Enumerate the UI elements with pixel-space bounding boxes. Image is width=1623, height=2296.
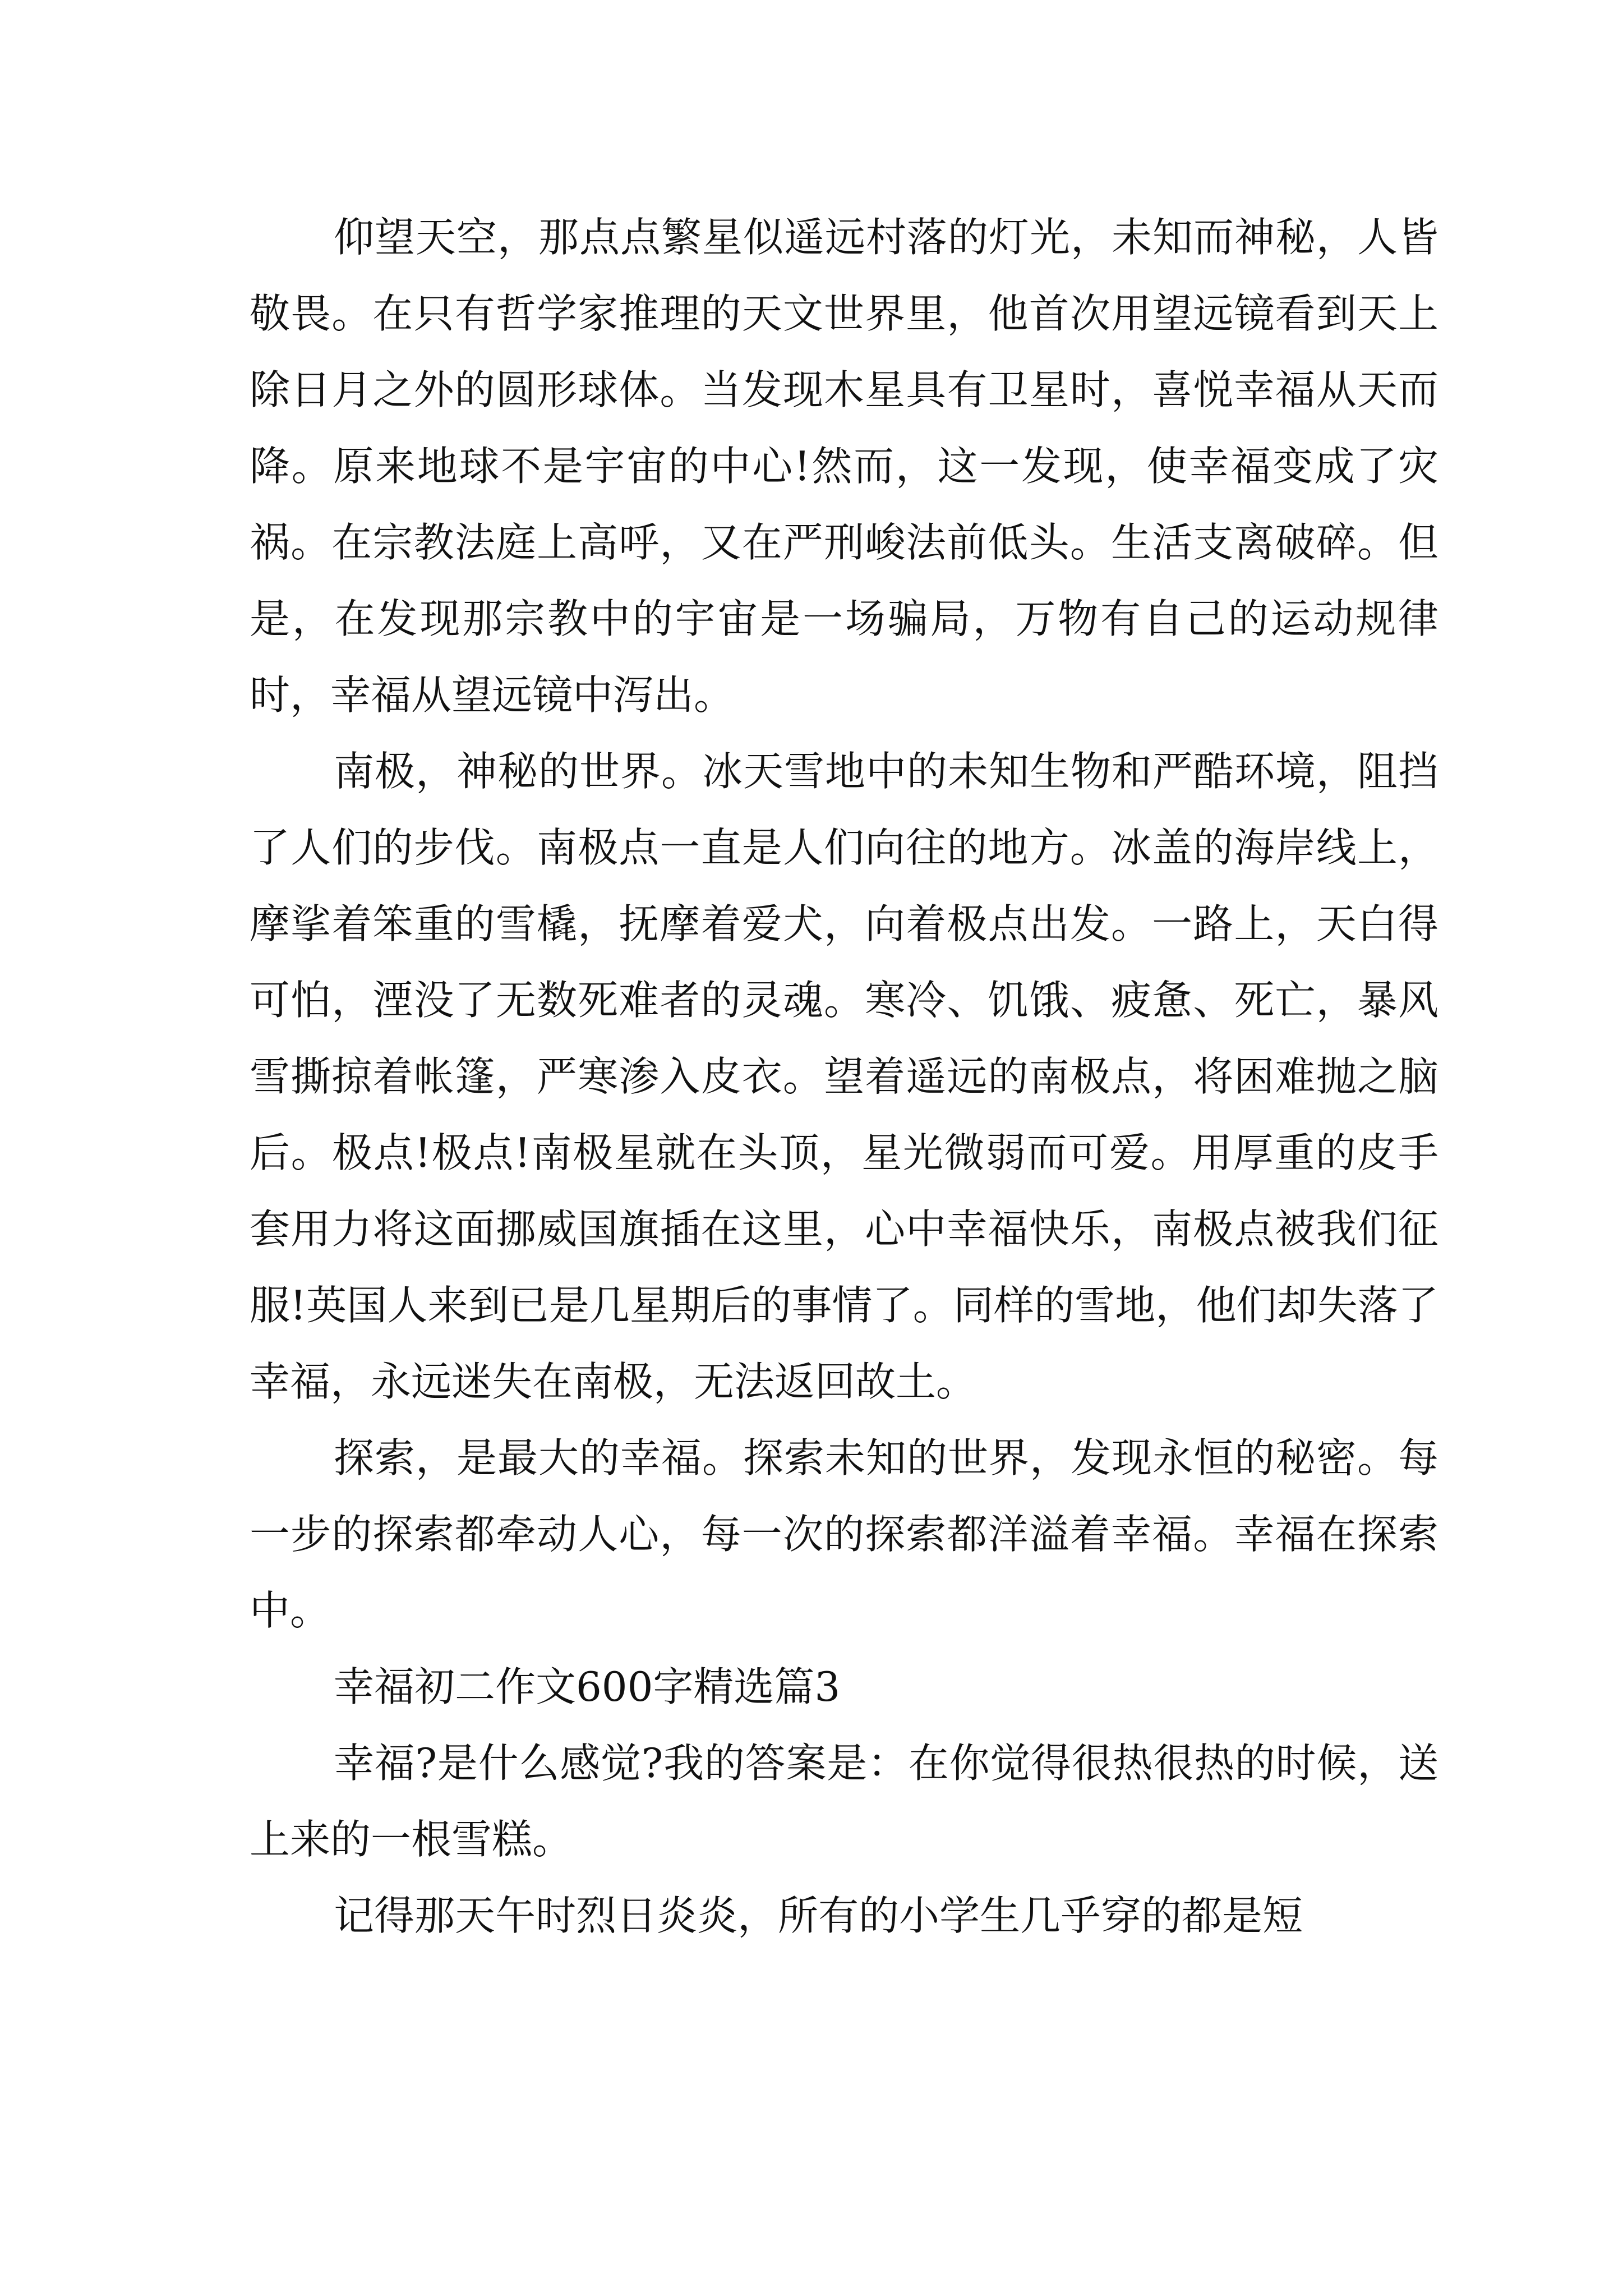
paragraph-galileo: 仰望天空，那点点繁星似遥远村落的灯光，未知而神秘，人皆敬畏。在只有哲学家推理的天文世界里，他首次用望远镜看到天上除日月之外的圆形球体。当发现木星具有卫星时，喜悦幸福从天而降。原来地球不是宇宙的中心!然而，这一发现，使幸福变成了灾祸。在宗教法庭上高呼，又在严刑峻法前低头。生活支离破碎。但是，在发现那宗教中的宇宙是一场骗局，万物有自己的运动规律时，幸福从望远镜中泻出。 [250, 214, 1438, 719]
paragraph-exploration: 探索，是最大的幸福。探索未知的世界，发现永恒的秘密。每一步的探索都牵动人心，每一次的探索都洋溢着幸福。幸福在探索中。 [250, 1434, 1438, 1634]
article-body [250, 199, 1438, 1954]
paragraph-question: 幸福?是什么感觉?我的答案是：在你觉得很热很热的时候，送上来的一根雪糕。 [250, 1740, 1438, 1863]
paragraph-memory: 记得那天午时烈日炎炎，所有的小学生几乎穿的都是短 [334, 1892, 1303, 1939]
paragraph-south-pole: 南极，神秘的世界。冰天雪地中的未知生物和严酷环境，阻挡了人们的步伐。南极点一直是人们向往的地方。冰盖的海岸线上，摩挲着笨重的雪橇，抚摩着爱犬，向着极点出发。一路上，天白得可怕，湮没了无数死难者的灵魂。寒冷、饥饿、疲惫、死亡，暴风雪撕掠着帐篷，严寒渗入皮衣。望着遥远的南极点，将困难抛之脑后。极点!极点!南极星就在头顶，星光微弱而可爱。用厚重的皮手套用力将这面挪威国旗插在这里，心中幸福快乐，南极点被我们征服!英国人来到已是几星期后的事情了。同样的雪地，他们却失落了幸福，永远迷失在南极，无法返回故土。 [250, 748, 1438, 1405]
section-heading: 幸福初二作文600字精选篇3 [334, 1663, 841, 1710]
